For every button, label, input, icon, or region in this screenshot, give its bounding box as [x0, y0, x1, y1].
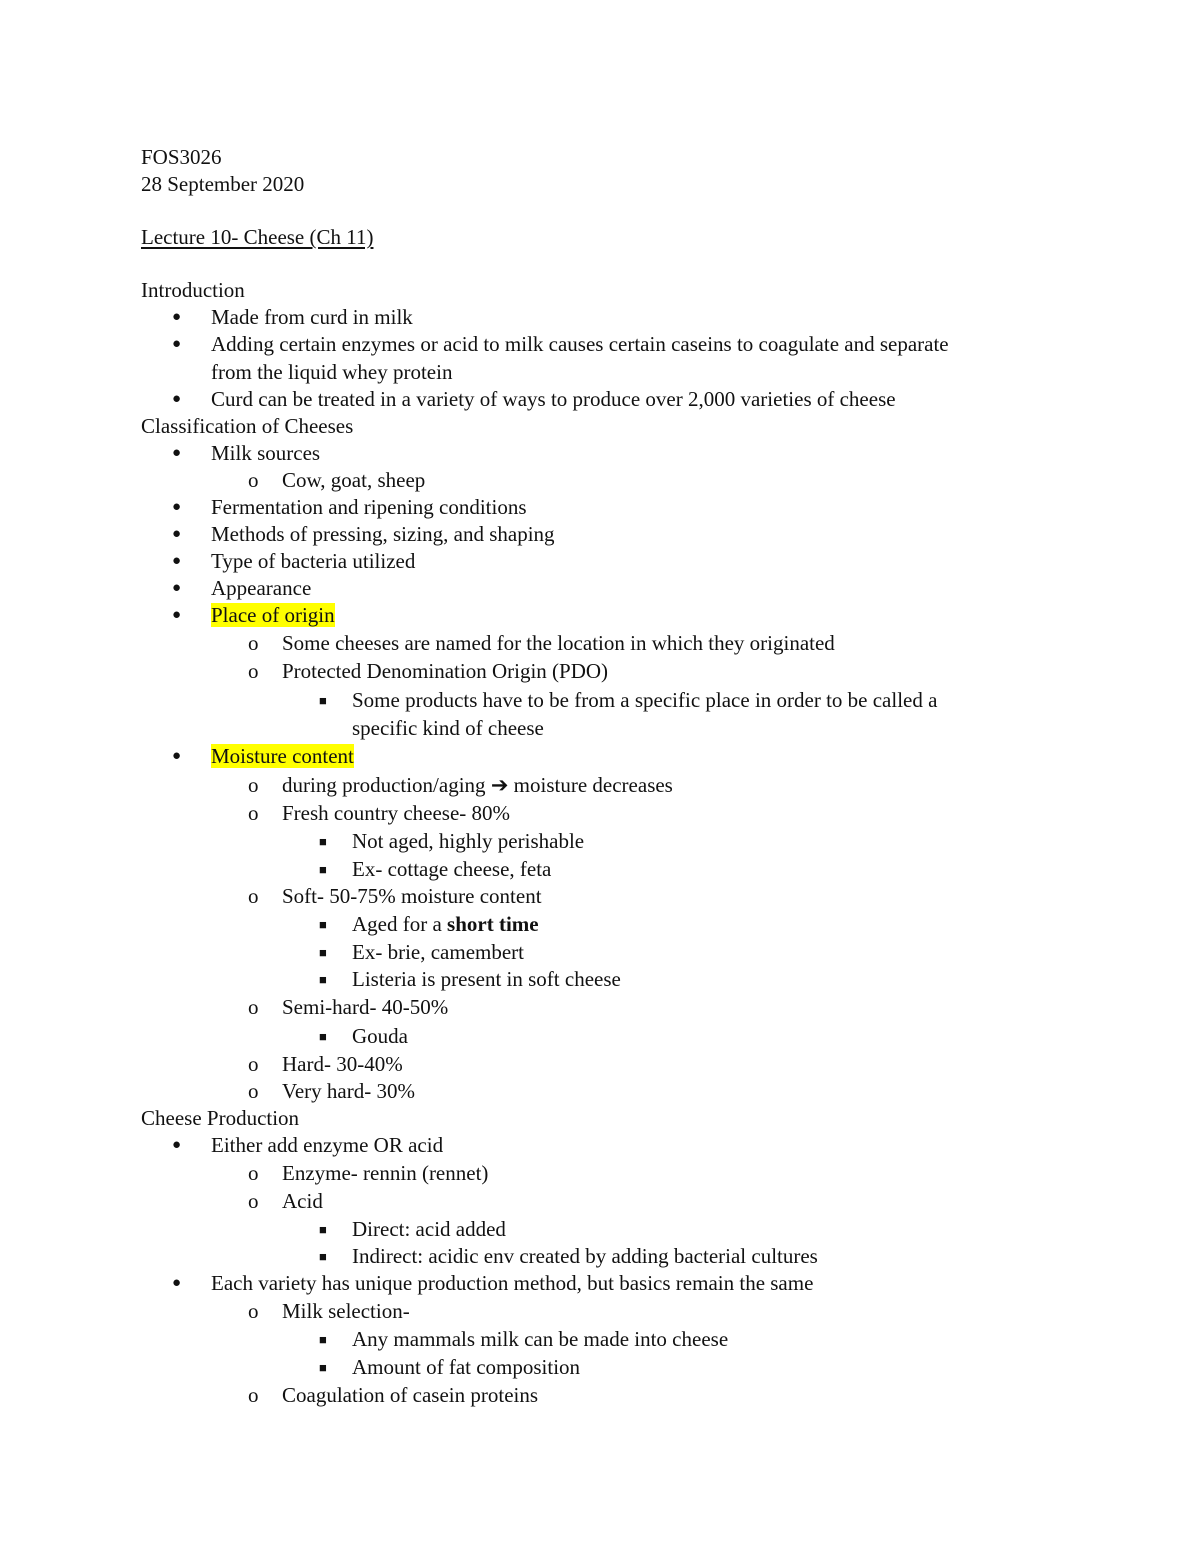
sub-sub-list-item — [141, 856, 1101, 883]
square-bullet-icon: ■ — [319, 1248, 327, 1264]
bullet-icon: ● — [172, 309, 182, 326]
bullet-icon: ● — [172, 553, 182, 570]
bullet-icon: ● — [172, 390, 182, 407]
sub-sub-list-item — [141, 1326, 1101, 1353]
list-item-text: Any mammals milk can be made into cheese — [352, 1326, 729, 1351]
sub-sub-list-item — [141, 1353, 1101, 1382]
circle-bullet-icon: o — [248, 1383, 259, 1407]
list-item-text: Some cheeses are named for the location in which they originated — [282, 630, 835, 655]
sub-sub-list-item — [141, 1243, 1101, 1270]
square-bullet-icon: ■ — [319, 972, 327, 988]
list-item-text: Milk sources — [211, 440, 321, 465]
list-item — [141, 742, 1101, 771]
bullet-icon: ● — [172, 1137, 182, 1154]
bold-text: short time — [447, 911, 539, 936]
list-item — [141, 548, 1101, 575]
circle-bullet-icon: o — [248, 800, 259, 825]
list-item-text: Ex- brie, camembert — [352, 939, 524, 964]
arrow-right-icon: ➔ — [490, 772, 509, 797]
list-item-text: Enzyme- rennin (rennet) — [282, 1160, 489, 1185]
list-item-text: moisture decreases — [513, 772, 673, 797]
highlighted-text: Place of origin — [211, 603, 335, 628]
bullet-icon: ● — [172, 444, 182, 461]
bullet-icon: ● — [172, 336, 182, 353]
circle-bullet-icon: o — [248, 883, 259, 908]
sub-list-item — [141, 800, 1101, 827]
square-bullet-icon: ■ — [319, 1360, 327, 1375]
list-item-text: Listeria is present in soft cheese — [352, 967, 621, 992]
spacer — [141, 251, 1101, 277]
course-code: FOS3026 — [141, 145, 222, 169]
square-bullet-icon: ■ — [319, 944, 327, 960]
sub-sub-list-item — [141, 1022, 1101, 1051]
list-item-text: Hard- 30-40% — [282, 1052, 403, 1077]
list-item — [141, 331, 1101, 358]
sub-list-item — [141, 630, 1101, 657]
document-page — [141, 144, 1101, 1409]
list-item-text: Cow, goat, sheep — [282, 467, 426, 492]
list-item-text: Not aged, highly perishable — [352, 828, 585, 853]
lecture-title — [141, 224, 1101, 251]
list-item-continuation — [141, 715, 1101, 742]
list-item-text: Semi-hard- 40-50% — [282, 995, 449, 1020]
square-bullet-icon: ■ — [319, 1221, 327, 1237]
list-item-continuation — [141, 359, 1101, 386]
circle-bullet-icon: o — [248, 467, 259, 492]
list-item — [141, 1132, 1101, 1159]
section-heading-classification: Classification of Cheeses — [141, 413, 354, 438]
list-item-text: from the liquid whey protein — [211, 359, 453, 384]
square-bullet-icon: ■ — [319, 692, 327, 708]
square-bullet-icon: ■ — [319, 1029, 327, 1045]
circle-bullet-icon: o — [248, 658, 259, 683]
square-bullet-icon: ■ — [319, 1331, 327, 1347]
sub-list-item — [141, 771, 1101, 800]
list-item-text: Soft- 50-75% moisture content — [282, 883, 542, 908]
sub-sub-list-item — [141, 686, 1101, 715]
sub-list-item — [141, 1160, 1101, 1187]
circle-bullet-icon: o — [248, 995, 259, 1020]
sub-list-item — [141, 1187, 1101, 1216]
list-item-text: Indirect: acidic env created by adding bacterial cultures — [352, 1243, 818, 1268]
circle-bullet-icon: o — [248, 1160, 259, 1185]
list-item-text: Milk selection- — [282, 1298, 410, 1323]
bullet-icon: ● — [172, 747, 182, 764]
sub-sub-list-item — [141, 966, 1101, 993]
list-item-text: Direct: acid added — [352, 1216, 506, 1241]
circle-bullet-icon: o — [248, 630, 259, 655]
list-item-text: Adding certain enzymes or acid to milk causes certain caseins to coagulate and separate — [211, 332, 949, 357]
circle-bullet-icon: o — [248, 1052, 259, 1077]
bullet-icon: ● — [172, 607, 182, 624]
list-item — [141, 521, 1101, 548]
sub-list-item — [141, 657, 1101, 686]
list-item-text: Curd can be treated in a variety of ways to produce over 2,000 varieties of cheese — [211, 386, 896, 411]
circle-bullet-icon: o — [248, 1298, 259, 1323]
highlighted-text: Moisture content — [211, 743, 354, 768]
sub-list-item — [141, 1382, 1101, 1409]
spacer — [141, 198, 1101, 224]
list-item-text: Amount of fat composition — [352, 1355, 581, 1379]
sub-list-item — [141, 1051, 1101, 1078]
list-item-text: Each variety has unique production method, but basics remain the same — [211, 1270, 814, 1295]
section-heading-introduction: Introduction — [141, 278, 245, 303]
list-item-text: Fermentation and ripening conditions — [211, 495, 527, 520]
square-bullet-icon: ■ — [319, 833, 327, 849]
circle-bullet-icon: o — [248, 772, 259, 797]
bullet-icon: ● — [172, 526, 182, 543]
circle-bullet-icon: o — [248, 1188, 259, 1213]
bullet-icon: ● — [172, 499, 182, 516]
section-heading-production: Cheese Production — [141, 1106, 300, 1131]
sub-list-item — [141, 1078, 1101, 1105]
square-bullet-icon: ■ — [319, 916, 327, 932]
bullet-icon: ● — [172, 580, 182, 597]
sub-list-item — [141, 1297, 1101, 1326]
square-bullet-icon: ■ — [319, 861, 327, 877]
list-item-text: Coagulation of casein proteins — [282, 1383, 539, 1407]
list-item — [141, 304, 1101, 331]
sub-sub-list-item — [141, 827, 1101, 856]
sub-list-item — [141, 883, 1101, 910]
list-item-text: Acid — [282, 1188, 323, 1213]
list-item-text: Protected Denomination Origin (PDO) — [282, 658, 609, 683]
sub-list-item — [141, 993, 1101, 1022]
list-item — [141, 386, 1101, 413]
sub-sub-list-item — [141, 1216, 1101, 1243]
list-item-text: Some products have to be from a specific place in order to be called a — [352, 687, 938, 712]
circle-bullet-icon: o — [248, 1079, 259, 1104]
list-item-text: Appearance — [211, 576, 312, 601]
list-item-text: Gouda — [352, 1024, 408, 1049]
list-item — [141, 494, 1101, 521]
list-item — [141, 1270, 1101, 1297]
list-item-text: during production/aging — [282, 772, 486, 797]
list-item-text: Fresh country cheese- 80% — [282, 800, 511, 825]
sub-sub-list-item — [141, 939, 1101, 966]
sub-sub-list-item — [141, 910, 1101, 939]
bullet-icon: ● — [172, 1274, 182, 1291]
list-item-text: Very hard- 30% — [282, 1079, 415, 1104]
list-item-text: Ex- cottage cheese, feta — [352, 856, 552, 881]
lecture-title-text: Lecture 10- Cheese (Ch 11) — [141, 225, 374, 250]
list-item-text: specific kind of cheese — [352, 715, 544, 740]
list-item — [141, 602, 1101, 629]
sub-list-item — [141, 467, 1101, 494]
list-item — [141, 440, 1101, 467]
list-item-text: Aged for a — [352, 911, 442, 936]
list-item-text: Either add enzyme OR acid — [211, 1133, 444, 1158]
list-item — [141, 575, 1101, 602]
list-item-text: Methods of pressing, sizing, and shaping — [211, 522, 555, 547]
list-item-text: Made from curd in milk — [211, 305, 413, 330]
list-item-text: Type of bacteria utilized — [211, 549, 416, 574]
lecture-date: 28 September 2020 — [141, 172, 305, 197]
